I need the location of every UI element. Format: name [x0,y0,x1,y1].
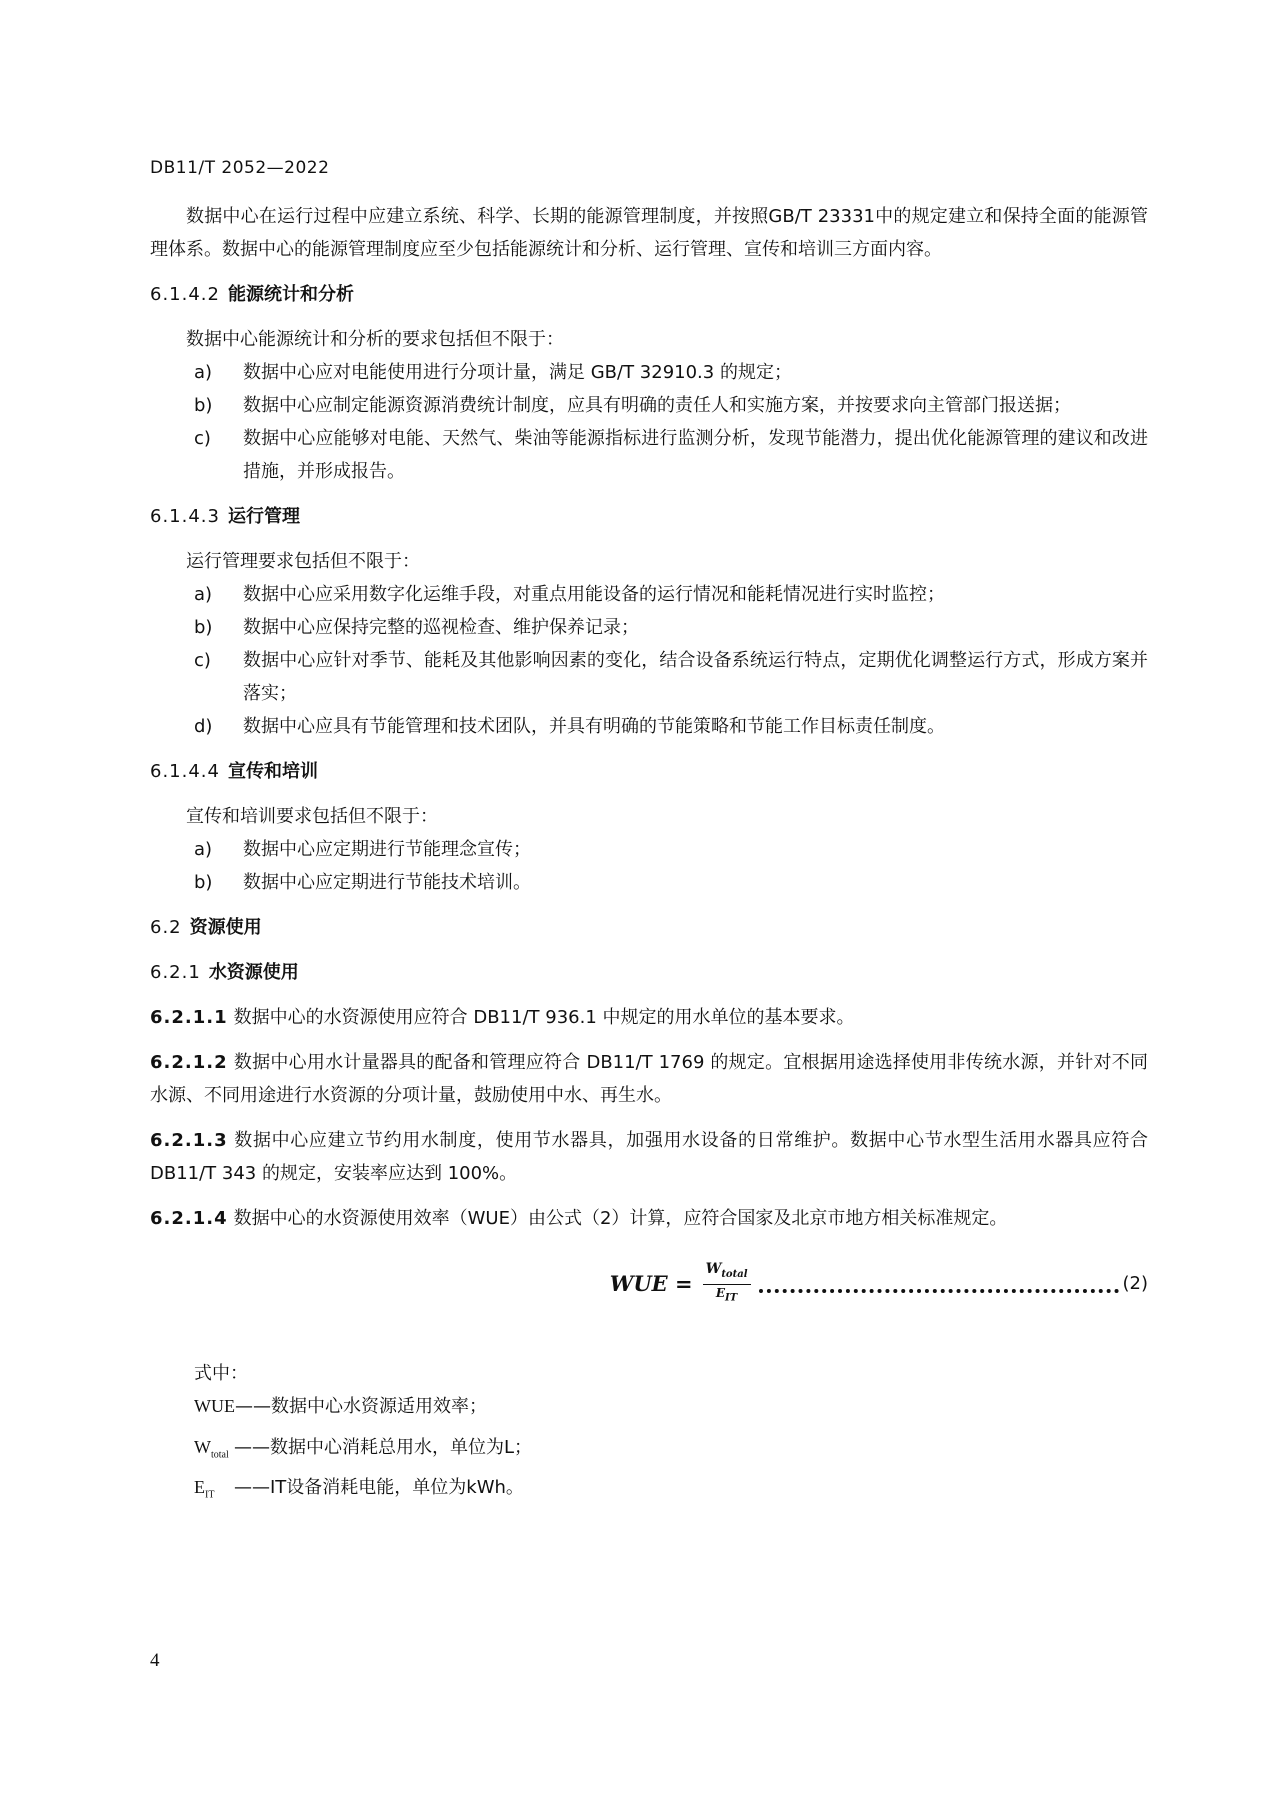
formula-fraction [703,1261,751,1306]
formula-numerator [703,1261,751,1285]
where-symbol [194,1471,234,1512]
list-marker: d) [194,716,213,737]
section-number: 6.1.4.2 [150,284,220,305]
where-item [194,1431,1148,1472]
list-item [150,833,1148,866]
symbol-subscript: IT [205,1489,215,1501]
clause-number: 6.2.1.2 [150,1052,228,1073]
list-marker: a) [194,584,213,605]
list-item-text: 数据中心应能够对电能、天然气、柴油等能源指标进行监测分析，发现节能潜力，提出优化能源管理的建议和改进措施，并形成报告。 [243,428,1148,482]
section-heading-6143 [150,500,1148,533]
clause-62114 [150,1202,1148,1235]
section-intro: 运行管理要求包括但不限于： [186,551,420,572]
list-item [150,356,1148,389]
section-intro: 宣传和培训要求包括但不限于： [186,806,438,827]
clause-number: 6.2.1.3 [150,1130,228,1151]
numerator-subscript: total [721,1268,748,1280]
list-item-text: 数据中心应保持完整的巡视检查、维护保养记录； [243,617,639,638]
formula-number: (2) [1122,1273,1148,1295]
symbol-subscript: total [211,1449,229,1461]
page-number: 4 [150,1650,160,1671]
section-title: 水资源使用 [208,962,299,983]
clause-62112 [150,1046,1148,1112]
requirement-list-6143 [150,578,1148,743]
formula-lhs: WUE = [609,1271,693,1297]
where-description: ——IT设备消耗电能，单位为kWh。 [234,1477,524,1499]
list-item [150,578,1148,611]
list-marker: c) [194,428,211,449]
section-number: 6.2.1 [150,962,201,983]
symbol-base: W [194,1436,211,1457]
denominator-subscript: IT [725,1292,738,1304]
symbol-base: WUE [194,1396,235,1416]
section-number: 6.1.4.4 [150,761,220,782]
where-item [194,1390,1148,1431]
formula-denominator [716,1285,737,1306]
section-heading-621 [150,956,1148,989]
section-heading-6144 [150,755,1148,788]
section-title: 资源使用 [189,917,262,938]
clause-62111 [150,1001,1148,1034]
section-title: 运行管理 [227,506,300,527]
list-marker: b) [194,395,213,416]
list-item-text: 数据中心应具有节能管理和技术团队，并具有明确的节能策略和节能工作目标责任制度。 [243,716,945,737]
requirement-list-6142 [150,356,1148,488]
list-item-text: 数据中心应对电能使用进行分项计量，满足 GB/T 32910.3 的规定； [243,362,792,383]
where-block [194,1357,1148,1512]
denominator-base: E [715,1285,726,1300]
section-number: 6.1.4.3 [150,506,220,527]
list-item [150,611,1148,644]
list-item [150,710,1148,743]
section-intro: 数据中心能源统计和分析的要求包括但不限于： [186,329,564,350]
list-marker: b) [194,617,213,638]
section-heading-6142 [150,278,1148,311]
symbol-base: E [194,1477,205,1498]
list-item [150,866,1148,899]
where-description: ——数据中心水资源适用效率； [234,1396,487,1417]
clause-number: 6.2.1.1 [150,1007,228,1028]
list-item [150,644,1148,710]
section-title: 能源统计和分析 [227,284,354,305]
list-item-text: 数据中心应制定能源资源消费统计制度，应具有明确的责任人和实施方案，并按要求向主管部门报送据； [243,395,1071,416]
intro-paragraph: 数据中心在运行过程中应建立系统、科学、长期的能源管理制度，并按照GB/T 23331中的规定建立和保持全面的能源管理体系。数据中心的能源管理制度应至少包括能源统计和分析、运行管理、宣传和培训三方面内容。 [150,206,1148,260]
document-header: DB11/T 2052—2022 [150,158,330,178]
clause-text: 数据中心的水资源使用效率（WUE）由公式（2）计算，应符合国家及北京市地方相关标准规定。 [233,1208,1008,1229]
list-item [150,422,1148,488]
where-item [194,1471,1148,1512]
list-item-text: 数据中心应采用数字化运维手段，对重点用能设备的运行情况和能耗情况进行实时监控； [243,584,945,605]
wue-formula [610,1261,1148,1306]
leader-dots [759,1289,1119,1293]
where-symbol [194,1431,234,1472]
list-marker: a) [194,839,213,860]
clause-text: 数据中心应建立节约用水制度，使用节水器具，加强用水设备的日常维护。数据中心节水型生活用水器具应符合 DB11/T 343 的规定，安装率应达到 100%。 [150,1130,1148,1184]
section-number: 6.2 [150,917,182,938]
list-marker: b) [194,872,213,893]
document-body [150,200,1148,1512]
section-heading-62 [150,911,1148,944]
numerator-base: W [705,1261,722,1277]
where-symbol [194,1390,235,1431]
section-title: 宣传和培训 [227,761,318,782]
formula-row [150,1261,1148,1321]
list-item-text: 数据中心应定期进行节能理念宣传； [243,839,531,860]
clause-text: 数据中心用水计量器具的配备和管理应符合 DB11/T 1769 的规定。宜根据用途选择使用非传统水源，并针对不同水源、不同用途进行水资源的分项计量，鼓励使用中水、再生水。 [150,1052,1148,1106]
clause-62113 [150,1124,1148,1190]
list-item [150,389,1148,422]
list-marker: c) [194,650,211,671]
clause-number: 6.2.1.4 [150,1208,228,1229]
list-item-text: 数据中心应定期进行节能技术培训。 [243,872,531,893]
clause-text: 数据中心的水资源使用应符合 DB11/T 936.1 中规定的用水单位的基本要求。 [233,1007,855,1028]
requirement-list-6144 [150,833,1148,899]
list-marker: a) [194,362,213,383]
where-description: ——数据中心消耗总用水，单位为L； [234,1436,533,1458]
list-item-text: 数据中心应针对季节、能耗及其他影响因素的变化，结合设备系统运行特点，定期优化调整运行方式，形成方案并落实； [243,650,1148,704]
where-label: 式中： [194,1363,248,1384]
